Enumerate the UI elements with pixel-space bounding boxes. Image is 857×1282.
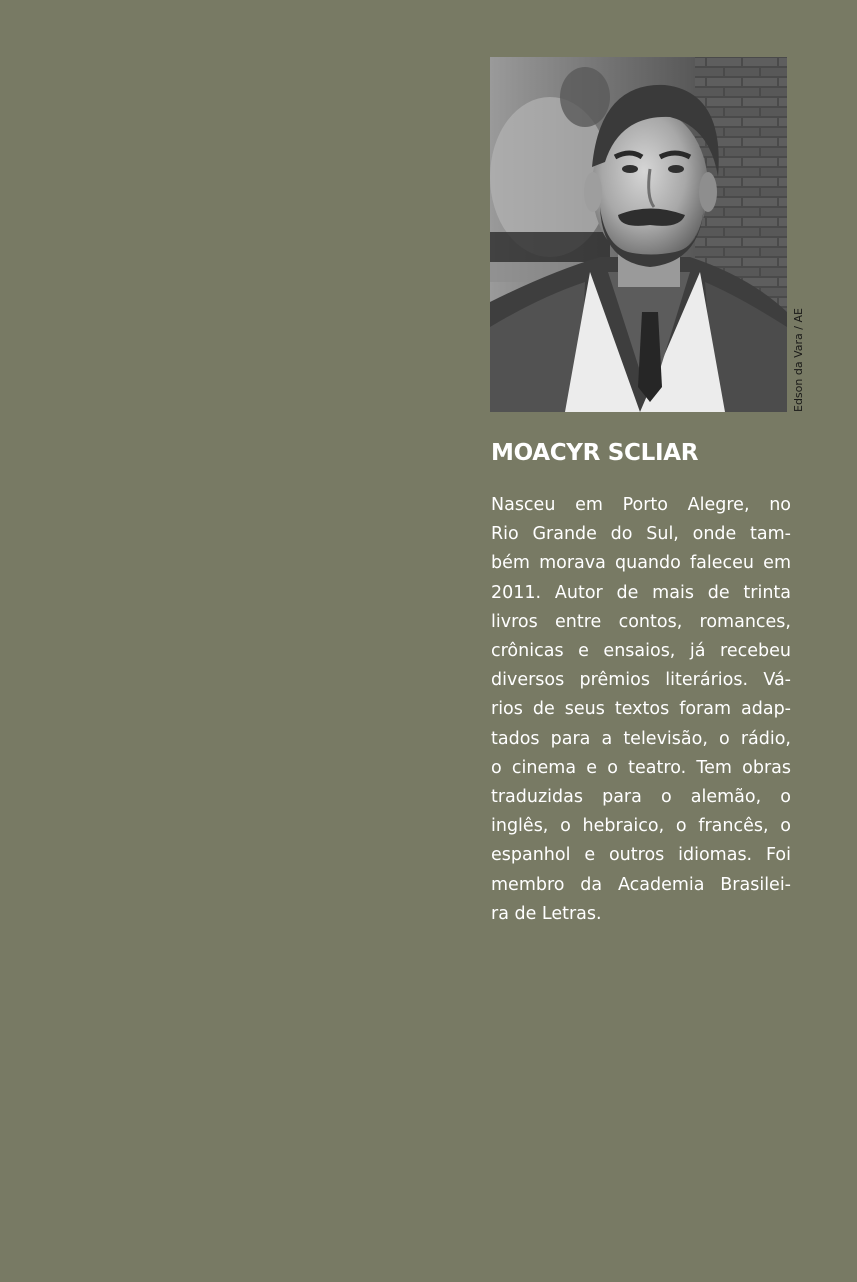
- bio-line: 2011. Autor de mais de trinta: [491, 582, 791, 603]
- bio-line: o cinema e o teatro. Tem obras: [491, 757, 791, 778]
- bio-line: rios de seus textos foram adap-: [491, 699, 791, 720]
- bio-line: crônicas e ensaios, já recebeu: [491, 641, 791, 662]
- author-bio: [491, 491, 791, 929]
- bio-line: inglês, o hebraico, o francês, o: [491, 816, 791, 837]
- bio-line: livros entre contos, romances,: [491, 611, 791, 632]
- bio-line: bém morava quando faleceu em: [491, 553, 791, 574]
- bio-line: Rio Grande do Sul, onde tam-: [491, 524, 791, 545]
- author-photo: [490, 57, 787, 412]
- author-name: MOACYR SCLIAR: [491, 440, 699, 466]
- bio-line: traduzidas para o alemão, o: [491, 787, 791, 808]
- bio-line: diversos prêmios literários. Vá-: [491, 670, 791, 691]
- bio-line: Nasceu em Porto Alegre, no: [491, 495, 791, 515]
- bio-line: espanhol e outros idiomas. Foi: [491, 845, 791, 866]
- bio-line: membro da Academia Brasilei-: [491, 874, 791, 895]
- bio-line: tados para a televisão, o rádio,: [491, 728, 791, 749]
- photo-credit: Edson da Vara / AE: [792, 308, 805, 412]
- author-portrait-image: [490, 57, 787, 412]
- bio-line: ra de Letras.: [491, 903, 602, 924]
